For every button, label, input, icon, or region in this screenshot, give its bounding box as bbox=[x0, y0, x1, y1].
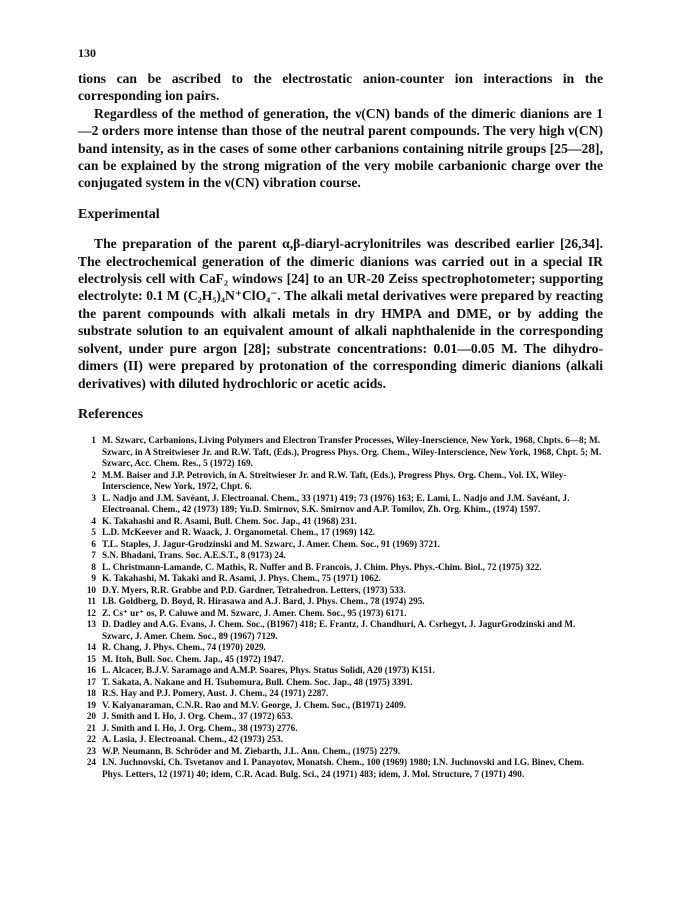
reference-number: 13 bbox=[86, 619, 96, 630]
reference-number: 10 bbox=[86, 584, 96, 595]
reference-number: 16 bbox=[86, 665, 96, 676]
reference-item bbox=[78, 723, 603, 735]
experimental-heading: Experimental bbox=[78, 206, 160, 222]
reference-number: 3 bbox=[91, 492, 96, 503]
reference-number: 9 bbox=[91, 573, 96, 584]
reference-number: 7 bbox=[91, 550, 96, 561]
article-body bbox=[78, 70, 603, 780]
reference-number: 2 bbox=[91, 469, 96, 480]
page-number: 130 bbox=[78, 46, 96, 60]
reference-item bbox=[78, 608, 603, 620]
reference-item bbox=[78, 516, 603, 528]
reference-text: I.N. Juchnovski, Ch. Tsvetanov and I. Panayotov, Monatsh. Chem., 100 (1969) 1980; I.N. Juchnovski and I.G. Binev, Chem. Phys. Letters, 12 (1971) 40; idem, C.R. Acad. Bulg. Sci., 24 (1971) 483; idem, J. Mol. Structure, 7 (1971) 490. bbox=[102, 757, 584, 779]
reference-number: 21 bbox=[86, 722, 96, 733]
reference-text: L.D. McKeever and R. Waack, J. Organometal. Chem., 17 (1969) 142. bbox=[102, 527, 375, 538]
reference-text: Z. Cs⁺ ur⁺ os, P. Caluwe and M. Szwarc, J. Amer. Chem. Soc., 95 (1973) 6171. bbox=[102, 607, 407, 618]
reference-item bbox=[78, 688, 603, 700]
reference-item bbox=[78, 539, 603, 551]
reference-number: 19 bbox=[86, 699, 96, 710]
reference-number: 5 bbox=[91, 527, 96, 538]
reference-item bbox=[78, 654, 603, 666]
reference-item bbox=[78, 746, 603, 758]
reference-text: V. Kalyanaraman, C.N.R. Rao and M.V. George, J. Chem. Soc., (B1971) 2409. bbox=[102, 699, 406, 710]
reference-item bbox=[78, 573, 603, 585]
reference-text: R. Chang, J. Phys. Chem., 74 (1970) 2029. bbox=[102, 642, 266, 653]
reference-text: M. Szwarc, Carbanions, Living Polymers and Electron Transfer Processes, Wiley-Inerscience, New York, 1968, Chpts. 6—8; M. Szwarc, in A Streitwieser Jr. and R.W. Taft, (Eds.), Progress Phys. Org. Chem., Wiley-Interscience, New York, 1968, Chpt. 5; M. Szwarc, Acc. Chem. Res., 5 (1972) 169. bbox=[102, 435, 602, 469]
references-heading: References bbox=[78, 406, 144, 422]
reference-text: L. Nadjo and J.M. Savéant, J. Electroanal. Chem., 33 (1971) 419; 73 (1976) 163; E. Lami, L. Nadjo and J.M. Savéant, J. Electroanal. Chem., 42 (1973) 189; Yu.D. Smirnov, S.K. Smirnov and A.P. Tomilov, Zh. Org. Khim., (1974) 1597. bbox=[102, 492, 570, 515]
reference-item bbox=[78, 493, 603, 516]
reference-text: M.M. Baiser and J.P. Petrovich, in A. Streitwieser Jr. and R.W. Taft, (Eds.), Progress Phys. Org. Chem., Vol. IX, Wiley-Interscience, New York, 1972, Chpt. 6. bbox=[102, 469, 567, 492]
reference-number: 20 bbox=[86, 711, 96, 722]
reference-item bbox=[78, 677, 603, 689]
reference-item bbox=[78, 562, 603, 574]
reference-text: M. Itoh, Bull. Soc. Chem. Jap., 45 (1972) 1947. bbox=[102, 653, 284, 664]
reference-number: 1 bbox=[91, 435, 96, 446]
reference-number: 17 bbox=[86, 676, 96, 687]
reference-text: T. Sakata, A. Nakane and H. Tsubomura, Bull. Chem. Soc. Jap., 48 (1975) 3391. bbox=[102, 676, 413, 687]
reference-text: W.P. Neumann, B. Schröder and M. Ziebarth, J.L. Ann. Chem., (1975) 2279. bbox=[102, 745, 401, 756]
reference-item bbox=[78, 642, 603, 654]
reference-number: 8 bbox=[91, 561, 96, 572]
paragraph-cn-bands: Regardless of the method of generation, the ν(CN) bands of the dimeric dianions are 1—2 orders more intense than those of the neutral parent compounds. The very high ν(CN) band intensity, as in the cases of some other carbanions containing nitrile groups [25—28], can be explained by the strong migration of the very mobile carbanionic charge over the conjugated system in the ν(CN) vibration course. bbox=[78, 105, 603, 191]
experimental-paragraph: The preparation of the parent α,β-diaryl-acrylonitriles was described earlier [26,34]. The electrochemical generation of the dimeric dianions was carried out in a special IR electrolysis cell with CaF₂ windows [24] to an UR-20 Zeiss spectrophotometer; supporting electrolyte: 0.1 M (C₂H₅)₄N⁺ClO₄⁻. The alkali metal derivatives were prepared by reacting the parent compounds with alkali metals in dry HMPA and DME, or by adding the substrate solution to an equivalent amount of alkali naphthalenide in the corresponding solvent, under pure argon [28]; substrate concentrations: 0.01—0.05 M. The dihydro-dimers (II) were prepared by protonation of the corresponding dimeric dianions (alkali derivatives) with diluted hydrochloric or acetic acids. bbox=[78, 236, 603, 391]
reference-text: T.L. Staples, J. Jagur-Grodzinski and M. Szwarc, J. Amer. Chem. Soc., 91 (1969) 3721. bbox=[102, 538, 440, 549]
reference-number: 18 bbox=[86, 688, 96, 699]
references-list bbox=[78, 435, 603, 780]
reference-number: 15 bbox=[86, 653, 96, 664]
reference-number: 6 bbox=[91, 538, 96, 549]
reference-item bbox=[78, 550, 603, 562]
paragraph-continuation: tions can be ascribed to the electrostatic anion-counter ion interactions in the corresponding ion pairs. bbox=[78, 71, 603, 104]
reference-item bbox=[78, 585, 603, 597]
reference-text: J. Smith and I. Ho, J. Org. Chem., 38 (1973) 2776. bbox=[102, 722, 298, 733]
reference-text: L. Alcacer, B.J.V. Saramago and A.M.P. Soares, Phys. Status Solidi, A20 (1973) K151. bbox=[102, 665, 435, 676]
reference-text: L. Christmann-Lamande, C. Mathis, R. Nuffer and B. Francois, J. Chim. Phys. Phys.-Chim. Biol., 72 (1975) 322. bbox=[102, 561, 542, 572]
reference-text: J. Smith and I. Ho, J. Org. Chem., 37 (1972) 653. bbox=[102, 711, 293, 722]
reference-item bbox=[78, 470, 603, 493]
reference-item bbox=[78, 700, 603, 712]
reference-text: A. Lasia, J. Electroanal. Chem., 42 (1973) 253. bbox=[102, 734, 284, 745]
reference-item bbox=[78, 596, 603, 608]
reference-item bbox=[78, 527, 603, 539]
reference-text: I.B. Goldberg, D. Boyd, R. Hirasawa and A.J. Bard, J. Phys. Chem., 78 (1974) 295. bbox=[102, 596, 425, 607]
reference-text: D. Dadley and A.G. Evans, J. Chem. Soc., (B1967) 418; E. Frantz, J. Chandhuri, A. Csrhegyt, J. JagurGrodzinski and M. Szwarc, J. Amer. Chem. Soc., 89 (1967) 7129. bbox=[102, 619, 576, 641]
reference-item bbox=[78, 734, 603, 746]
reference-number: 23 bbox=[86, 745, 96, 756]
reference-text: K. Takahashi and R. Asami, Bull. Chem. Soc. Jap., 41 (1968) 231. bbox=[102, 515, 357, 526]
reference-text: R.S. Hay and P.J. Pomery, Aust. J. Chem., 24 (1971) 2287. bbox=[102, 688, 329, 699]
reference-item bbox=[78, 711, 603, 723]
reference-item bbox=[78, 435, 603, 470]
reference-number: 24 bbox=[86, 757, 96, 768]
reference-item bbox=[78, 757, 603, 780]
reference-text: S.N. Bhadani, Trans. Soc. A.E.S.T., 8 (9173) 24. bbox=[102, 550, 286, 561]
reference-number: 4 bbox=[91, 515, 96, 526]
reference-number: 11 bbox=[87, 596, 96, 607]
reference-text: K. Takahashi, M. Takaki and R. Asami, J. Phys. Chem., 75 (1971) 1062. bbox=[102, 573, 381, 584]
reference-number: 12 bbox=[86, 607, 96, 618]
reference-number: 14 bbox=[86, 642, 96, 653]
reference-number: 22 bbox=[86, 734, 96, 745]
reference-item bbox=[78, 619, 603, 642]
reference-text: D.Y. Myers, R.R. Grabbe and P.D. Gardner, Tetrahedron. Letters, (1973) 533. bbox=[102, 584, 406, 595]
reference-item bbox=[78, 665, 603, 677]
